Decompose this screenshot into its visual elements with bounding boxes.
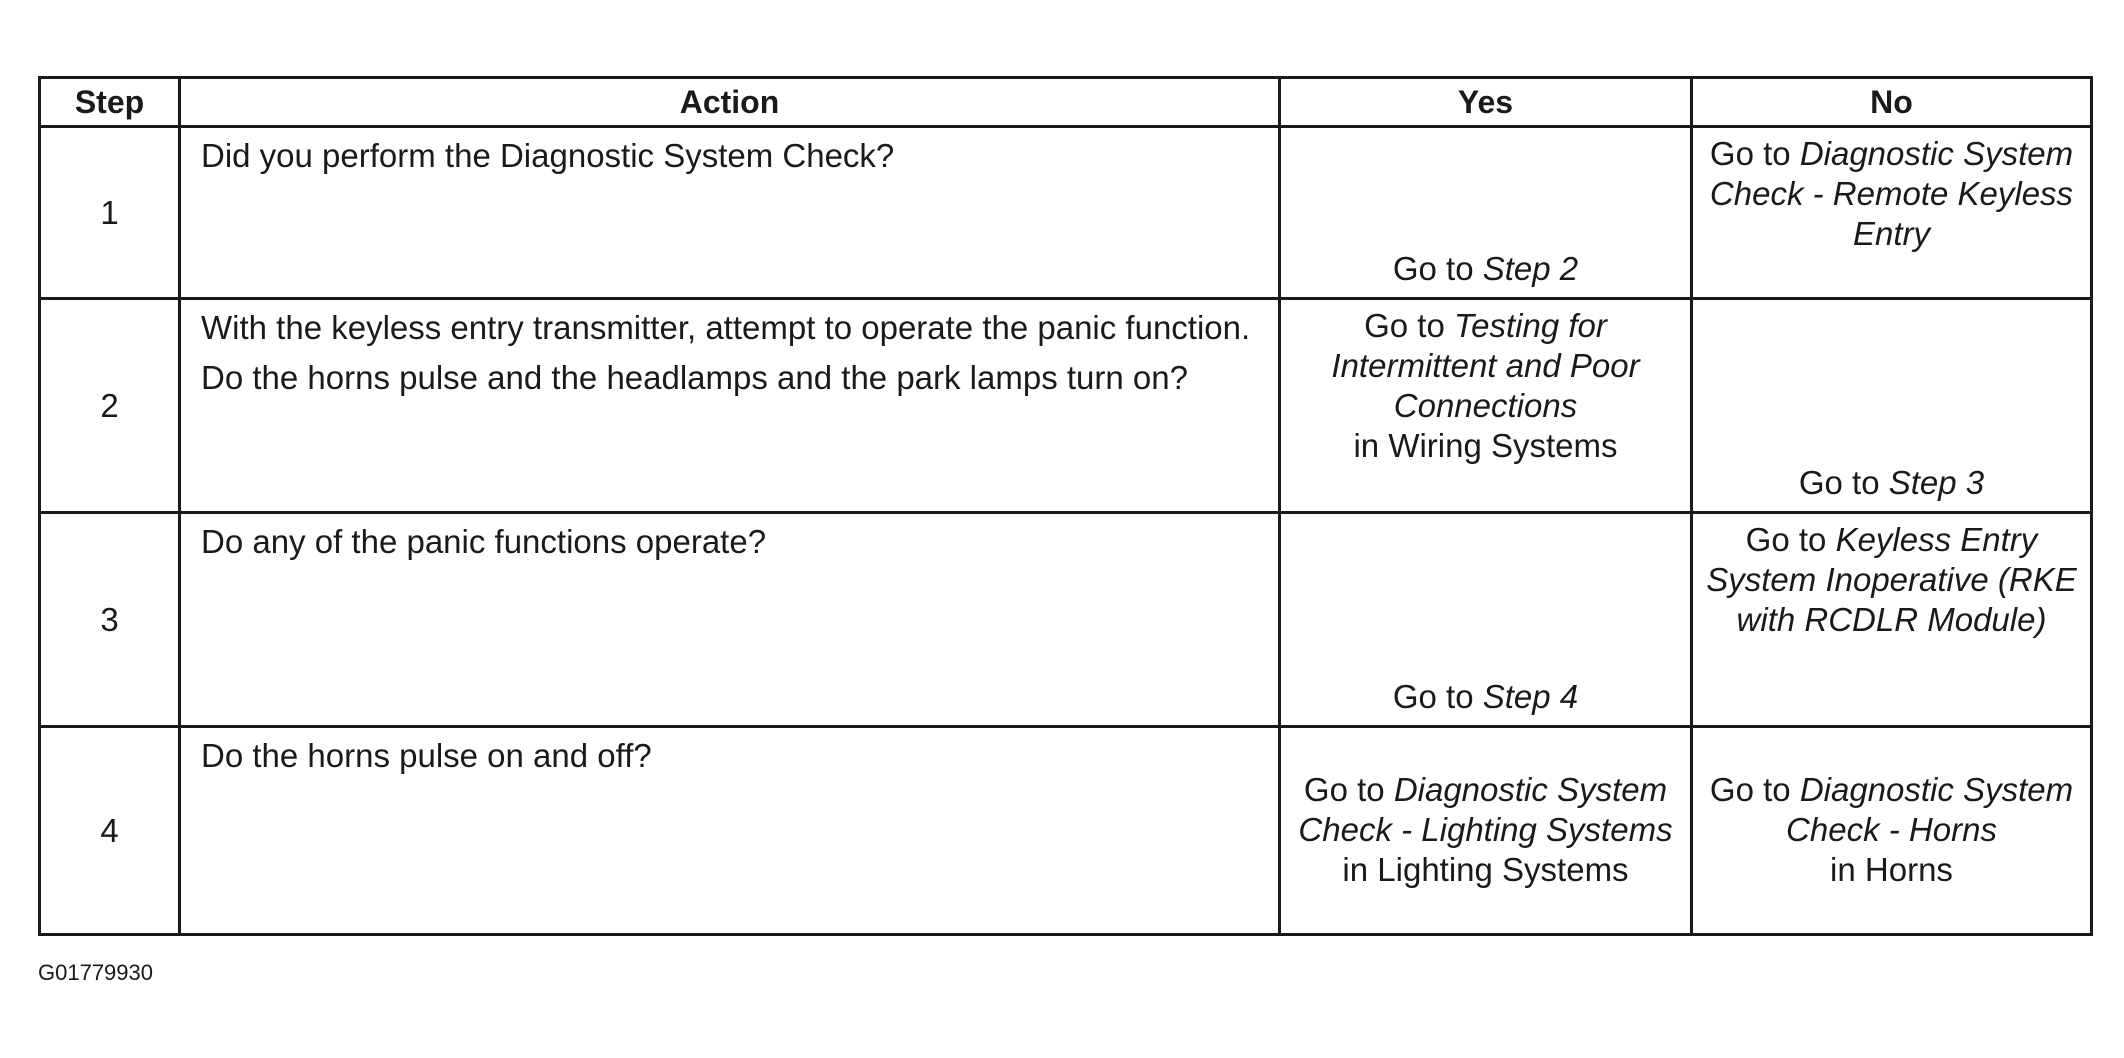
yes-prefix: Go to: [1392, 678, 1483, 715]
yes-suffix: in Lighting Systems: [1342, 850, 1629, 888]
no-cell: [1692, 727, 2092, 935]
yes-prefix: Go to: [1392, 250, 1483, 287]
no-suffix: in Horns: [1830, 850, 1953, 888]
step-number: 4: [40, 727, 180, 935]
no-prefix: Go to: [1709, 135, 1800, 172]
yes-ref-link[interactable]: Step 4: [1482, 678, 1579, 715]
figure-id: G01779930: [38, 960, 153, 985]
yes-prefix: Go to: [1364, 307, 1454, 344]
yes-cell: [1280, 513, 1692, 727]
header-row: [40, 78, 2092, 127]
yes-ref-link[interactable]: Diagnostic System Check - Lighting Systems: [1298, 770, 1673, 848]
action-question: Do the horns pulse and the headlamps and the park lamps turn on?: [201, 359, 1188, 396]
header-yes: Yes: [1280, 78, 1692, 127]
no-ref-link[interactable]: Diagnostic System Check - Remote Keyless Entry: [1709, 135, 2074, 252]
yes-cell: [1280, 727, 1692, 935]
action-text: Do the horns pulse on and off?: [201, 737, 652, 774]
no-cell: [1692, 513, 2092, 727]
yes-cell: [1280, 127, 1692, 299]
yes-cell: [1280, 299, 1692, 513]
no-cell: [1692, 127, 2092, 299]
action-cell: [180, 127, 1280, 299]
no-ref-link[interactable]: Diagnostic System Check - Horns: [1786, 770, 2074, 848]
action-text: With the keyless entry transmitter, attempt to operate the panic function.: [201, 309, 1251, 346]
yes-suffix: in Wiring Systems: [1353, 427, 1618, 464]
header-action: Action: [180, 78, 1280, 127]
action-text: Did you perform the Diagnostic System Check?: [201, 137, 895, 174]
action-text: Do any of the panic functions operate?: [201, 523, 767, 560]
no-prefix: Go to: [1709, 770, 1800, 808]
step-number: 2: [40, 299, 180, 513]
no-ref-link[interactable]: Step 3: [1888, 464, 1985, 501]
step-number: 1: [40, 127, 180, 299]
action-cell: [180, 513, 1280, 727]
action-cell: [180, 727, 1280, 935]
table-row: [40, 299, 2092, 513]
no-ref-link[interactable]: Keyless Entry System Inoperative (RKE with RCDLR Module): [1706, 521, 2077, 638]
table-row: [40, 727, 2092, 935]
yes-ref-link[interactable]: Step 2: [1482, 250, 1579, 287]
no-cell: [1692, 299, 2092, 513]
no-prefix: Go to: [1745, 521, 1836, 558]
action-cell: [180, 299, 1280, 513]
yes-prefix: Go to: [1303, 770, 1394, 808]
table-row: [40, 127, 2092, 299]
no-prefix: Go to: [1798, 464, 1889, 501]
yes-ref-link[interactable]: Testing for Intermittent and Poor Connections: [1331, 307, 1640, 424]
table-row: [40, 513, 2092, 727]
header-step: Step: [40, 78, 180, 127]
step-number: 3: [40, 513, 180, 727]
diagnostic-table: [38, 76, 2093, 936]
header-no: No: [1692, 78, 2092, 127]
